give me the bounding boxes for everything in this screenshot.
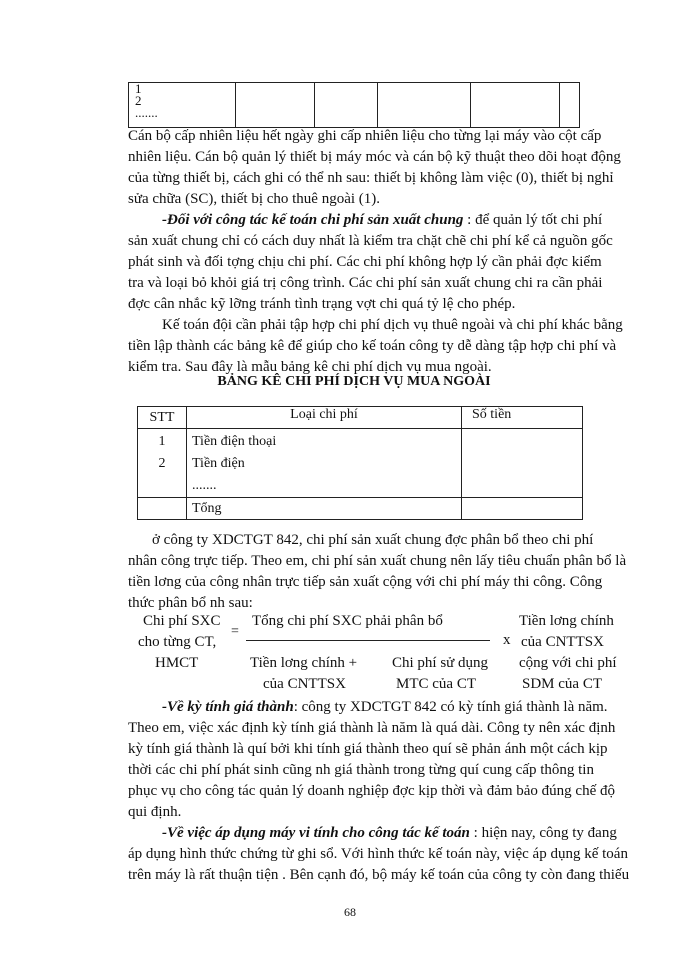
- text-line: nhân công trực tiếp. Theo em, chi phí sản xuất chung nên lấy tiêu chuẩn phân bổ là: [128, 553, 627, 569]
- stt-value: 2: [158, 456, 166, 471]
- page-number: 68: [344, 905, 356, 919]
- text-line: [162, 697, 608, 718]
- text-line: đợc cân nhắc kỹ lỡng tránh tình trạng vợt chi quá tỷ lệ cho phép.: [128, 296, 516, 312]
- text-line: trên máy là rất thuận tiện . Bên cạnh đó, bộ máy kế toán của công ty còn đang thiếu: [128, 867, 630, 883]
- text-line: thời các chi phí phát sinh cũng nh giá thành trong từng quí cung cấp thông tin: [128, 762, 594, 778]
- table-cell: [129, 83, 236, 128]
- table-cell: [315, 83, 378, 128]
- text-line: kiểm tra. Sau đây là mẫu bảng kê chi phí dịch vụ mua ngoài.: [128, 359, 492, 375]
- heading-continuation: : công ty XDCTGT 842 có kỳ tính giá thành là năm.: [293, 699, 608, 715]
- text-line: [162, 823, 617, 844]
- text-line: phục vụ cho công tác quản lý doanh nghiệp đợc kịp thời và đảm bảo đúng chế độ: [128, 783, 615, 799]
- text-line: qui định.: [128, 804, 182, 820]
- text-line: áp dụng hình thức chứng từ ghi sổ. Với hình thức kế toán này, việc áp dụng kế toán: [128, 846, 628, 862]
- stt-cell: [138, 498, 187, 520]
- table-title: BẢNG KÊ CHI PHÍ DỊCH VỤ MUA NGOÀI: [217, 374, 491, 389]
- cost-name: .......: [192, 478, 217, 493]
- text-line: sản xuất chung chỉ có cách duy nhất là kiểm tra chặt chẽ chi phí kể cả nguồn gốc: [128, 233, 613, 249]
- stt-value: 1: [158, 434, 166, 449]
- section-heading: -Đối với công tác kế toán chi phí sản xuất chung: [162, 212, 464, 228]
- text-line: thức phân bổ nh sau:: [128, 595, 253, 611]
- text-line: sửa chữa (SC), thiết bị cho thuê ngoài (1).: [128, 191, 381, 207]
- formula-numerator: Tổng chi phí SXC phải phân bổ: [252, 613, 443, 629]
- amount-cell: [462, 498, 583, 520]
- formula-right: của CNTTSX: [521, 634, 604, 650]
- table-cell: [378, 83, 471, 128]
- cost-name: Tiền điện thoại: [192, 434, 277, 449]
- text-line: phát sinh và đối tợng chịu chi phí. Các chi phí không hợp lý cần phải đợc kiểm: [128, 254, 602, 270]
- header-cost-type: Loại chi phí: [187, 407, 462, 429]
- formula-denominator-a: của CNTTSX: [263, 676, 346, 692]
- text-line: tra và loại bỏ khỏi giá trị công trình. Các chi phí sản xuất chung chi ra cần phải: [128, 275, 603, 291]
- table-header-row: [138, 407, 583, 429]
- formula-denominator-b: Chi phí sử dụng: [392, 655, 489, 671]
- amount-cell: [462, 429, 583, 498]
- text-line: Theo em, việc xác định kỳ tính giá thành là năm là quá dài. Công ty nên xác định: [128, 720, 616, 736]
- formula-right: Tiền lơng chính: [519, 613, 614, 629]
- cost-type-cell: [187, 429, 462, 498]
- row-number: 2: [135, 93, 142, 108]
- text-line: Kế toán đội cần phải tập hợp chi phí dịch vụ thuê ngoài và chi phí khác bằng: [162, 317, 623, 333]
- top-table: [128, 82, 580, 128]
- cost-name: Tiền điện: [192, 456, 245, 471]
- equals-sign: =: [231, 624, 239, 639]
- stt-cell: [138, 429, 187, 498]
- table-cell: [471, 83, 560, 128]
- row-number: 1: [135, 81, 142, 96]
- total-label: Tổng: [187, 498, 462, 520]
- formula-left: Chi phí SXC: [143, 613, 221, 629]
- text-line: ở công ty XDCTGT 842, chi phí sản xuất chung đợc phân bổ theo chi phí: [152, 532, 594, 548]
- formula-right: SDM của CT: [522, 676, 602, 692]
- table-cell: [236, 83, 315, 128]
- table-cell: [560, 83, 580, 128]
- multiply-sign: x: [503, 632, 511, 648]
- formula-right: cộng với chi phí: [519, 655, 617, 671]
- header-amount: Số tiền: [462, 407, 583, 429]
- expense-table: [137, 406, 583, 520]
- header-stt: STT: [138, 407, 187, 429]
- text-line: của từng thiết bị, cách ghi có thể nh sau: thiết bị không làm việc (0), thiết bị nghỉ: [128, 170, 614, 186]
- text-line: tiền lơng của công nhân trực tiếp sản xuất cộng với chi phí máy thi công. Công: [128, 574, 603, 590]
- text-line: tiền lập thành các bảng kê để giúp cho kế toán công ty dễ dàng tập hợp chi phí và: [128, 338, 617, 354]
- formula-denominator-a: Tiền lơng chính +: [250, 655, 358, 671]
- table-row: [138, 429, 583, 498]
- heading-continuation: : để quản lý tốt chi phí: [463, 212, 603, 228]
- text-line: nhiên liệu. Cán bộ quản lý thiết bị máy móc và cán bộ kỹ thuật theo dõi hoạt động: [128, 149, 621, 165]
- formula-denominator-b: MTC của CT: [396, 676, 476, 692]
- row-ellipsis: .......: [135, 105, 158, 120]
- fraction-bar: [246, 640, 490, 641]
- heading-continuation: : hiện nay, công ty đang: [469, 825, 617, 841]
- text-line: kỳ tính giá thành là quí bởi khi tính giá thành theo quí sẽ phản ánh một cách kịp: [128, 741, 608, 757]
- table-total-row: [138, 498, 583, 520]
- section-heading: -Về việc áp dụng máy vi tính cho công tác kế toán: [162, 825, 470, 841]
- section-heading: -Về kỳ tính giá thành: [162, 699, 294, 715]
- formula-left: cho từng CT,: [138, 634, 217, 650]
- formula-left: HMCT: [155, 655, 199, 671]
- text-line: [162, 210, 603, 231]
- table-row: [129, 83, 580, 128]
- text-line: Cán bộ cấp nhiên liệu hết ngày ghi cấp nhiên liệu cho từng lại máy vào cột cấp: [128, 128, 602, 144]
